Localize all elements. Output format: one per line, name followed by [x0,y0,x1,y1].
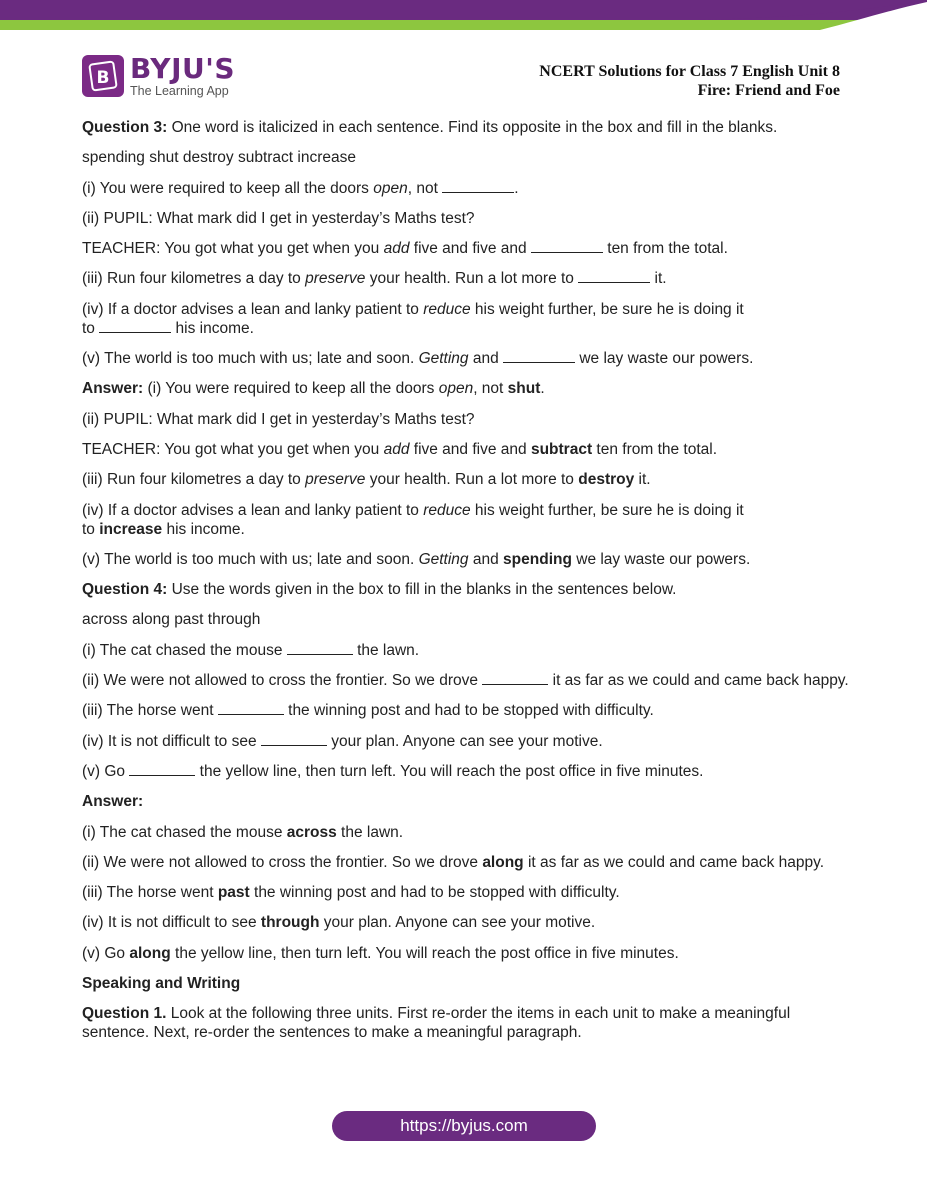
speaking-question-1: Question 1. Look at the following three units. First re-order the items in each unit to make a meaningful sentence. Next, re-order the sentences to make a meaningful paragraph. [82,1005,791,1042]
page-title-line2: Fire: Friend and Foe [697,82,840,99]
svg-text:B: B [96,68,110,88]
a4-item-i: (i) The cat chased the mouse across the lawn. [82,823,404,841]
q3-item-iii: (iii) Run four kilometres a day to preserve your health. Run a lot more to it. [82,270,667,288]
header-decoration-band [0,0,927,34]
q3-teacher: TEACHER: You got what you get when you add five and five and ten from the total. [82,240,728,258]
footer-url-button[interactable]: https://byjus.com [332,1111,596,1141]
q4-item-ii: (ii) We were not allowed to cross the frontier. So we drove it as far as we could and came back happy. [82,672,849,690]
blank-field [287,642,353,655]
blank-field [218,702,284,715]
word-box: spending shut destroy subtract increase [82,149,356,167]
a3-item-iv: (iv) If a doctor advises a lean and lanky patient to reduce his weight further, be sure he is doing it to increase his income. [82,501,744,538]
brand-tagline: The Learning App [130,83,229,98]
section-heading: Speaking and Writing [82,975,241,993]
logo-icon [82,55,124,97]
blank-field [442,180,514,193]
blank-field [261,733,327,746]
a4-item-ii: (ii) We were not allowed to cross the frontier. So we drove along it as far as we could and came back happy. [82,853,825,871]
a4-item-v: (v) Go along the yellow line, then turn left. You will reach the post office in five minutes. [82,944,679,962]
page-title-line1: NCERT Solutions for Class 7 English Unit 8 [539,63,840,80]
a3-item-v: (v) The world is too much with us; late and soon. Getting and spending we lay waste our powers. [82,550,751,568]
blank-field [578,270,650,283]
a4-item-iv: (iv) It is not difficult to see through your plan. Anyone can see your motive. [82,914,596,932]
answer-4-label: Answer: [82,793,144,811]
q3-item-i: (i) You were required to keep all the doors open, not . [82,179,519,197]
a4-item-iii: (iii) The horse went past the winning post and had to be stopped with difficulty. [82,884,620,902]
answer-3: Answer: (i) You were required to keep all the doors open, not shut. [82,380,545,398]
byjus-logo [82,51,235,98]
question-4: Question 4: Use the words given in the box to fill in the blanks in the sentences below. [82,581,677,599]
a3-item-ii: (ii) PUPIL: What mark did I get in yesterday’s Maths test? [82,410,475,428]
q4-item-iii: (iii) The horse went the winning post and had to be stopped with difficulty. [82,702,654,720]
question-3: Question 3: One word is italicized in each sentence. Find its opposite in the box and fill in the blanks. [82,119,778,136]
q3-item-ii: (ii) PUPIL: What mark did I get in yesterday’s Maths test? [82,209,475,227]
q3-item-v: (v) The world is too much with us; late and soon. Getting and we lay waste our powers. [82,350,754,368]
document-body [82,118,852,1054]
a3-teacher: TEACHER: You got what you get when you add five and five and subtract ten from the total. [82,440,718,458]
blank-field [503,350,575,363]
blank-field [129,763,195,776]
blank-field [482,672,548,685]
q4-item-iv: (iv) It is not difficult to see your plan. Anyone can see your motive. [82,732,603,750]
q4-item-i: (i) The cat chased the mouse the lawn. [82,641,420,659]
word-box: across along past through [82,611,261,629]
brand-name: BYJU'S [130,51,235,85]
page-title [539,62,840,100]
blank-field [99,320,171,333]
a3-item-iii: (iii) Run four kilometres a day to preserve your health. Run a lot more to destroy it. [82,471,651,489]
q4-item-v: (v) Go the yellow line, then turn left. You will reach the post office in five minutes. [82,762,704,780]
blank-field [531,240,603,253]
q3-item-iv: (iv) If a doctor advises a lean and lanky patient to reduce his weight further, be sure he is doing it to his income. [82,300,744,337]
